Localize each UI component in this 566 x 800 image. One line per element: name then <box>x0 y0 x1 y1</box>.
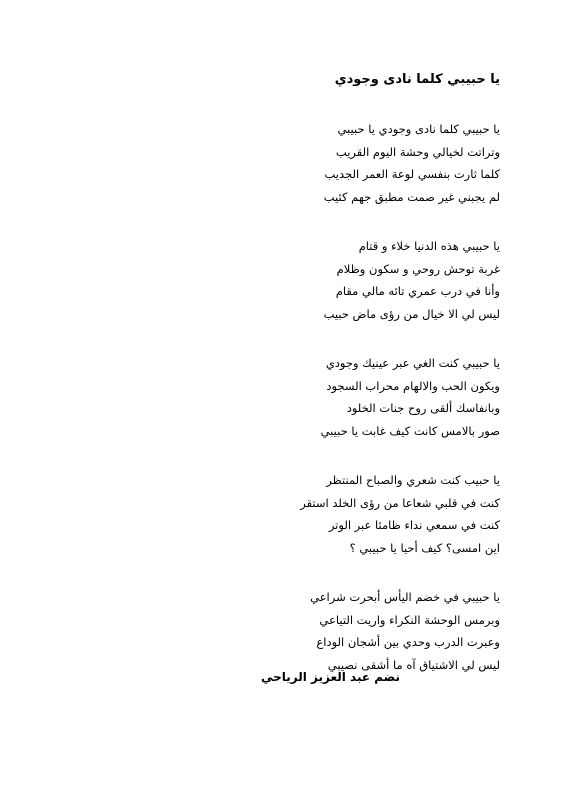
poem-title: يا حبيبي كلما نادى وجودي <box>334 72 500 87</box>
poem-line: يا حبيبي في خضم اليأس أبحرت شراعي <box>310 590 500 604</box>
poem-author: نضم عبد العزيز الرياحي <box>260 670 400 684</box>
stanza-1 <box>240 118 500 208</box>
poem-line: لم يجبني غير صمت مطبق جهم كئيب <box>323 189 500 204</box>
poem-body <box>240 118 500 703</box>
poem-line: كنت في قلبي شعاعا من رؤى الخلد استقر <box>300 495 500 510</box>
poem-line: ليس لي الا خيال من رؤى ماض حبيب <box>323 306 500 321</box>
stanza-4 <box>240 469 500 559</box>
poem-line: يا حبيبي كلما نادى وجودي يا حبيبي <box>337 122 500 136</box>
stanza-5 <box>240 586 500 676</box>
poem-line: اين امسى؟ كيف أحيا يا حبيبي ؟ <box>349 540 500 555</box>
poem-line: ويكون الحب والالهام محراب السجود <box>326 378 500 393</box>
poem-line: وأنا في درب عمري تائه مالي مقام <box>335 284 500 298</box>
poem-line: كنت في سمعي نداء ظامئا عبر الوتر <box>328 518 500 532</box>
poem-line: ليس لي الاشتياق آه ما أشقى نصيبي <box>327 657 500 672</box>
poem-line: كلما ثارت بنفسي لوعة العمر الجديب <box>324 167 500 181</box>
poem-line: وتراتت لخيالي وحشة اليوم القريب <box>335 144 500 159</box>
poem-line: صور بالامس كانت كيف غابت يا حبيبي <box>320 423 500 438</box>
poem-line: يا حبيبي هذه الدنيا خلاء و قتام <box>358 239 500 253</box>
poem-line: وبانفاسك ألقى روح جنات الخلود <box>346 401 500 415</box>
poem-line: وعبرت الدرب وحدي بين أشجان الوداع <box>316 635 500 649</box>
poem-line: يا حبيب كنت شعري والصباح المنتظر <box>326 473 500 487</box>
poem-line: وبرمس الوحشة النكراء واريت التياعي <box>319 612 500 627</box>
stanza-2 <box>240 235 500 325</box>
poem-line: غربة توحش روحي و سكون وظلام <box>336 261 500 276</box>
stanza-3 <box>240 352 500 442</box>
poem-line: يا حبيبي كنت الغي عبر عينيك وجودي <box>325 356 500 370</box>
